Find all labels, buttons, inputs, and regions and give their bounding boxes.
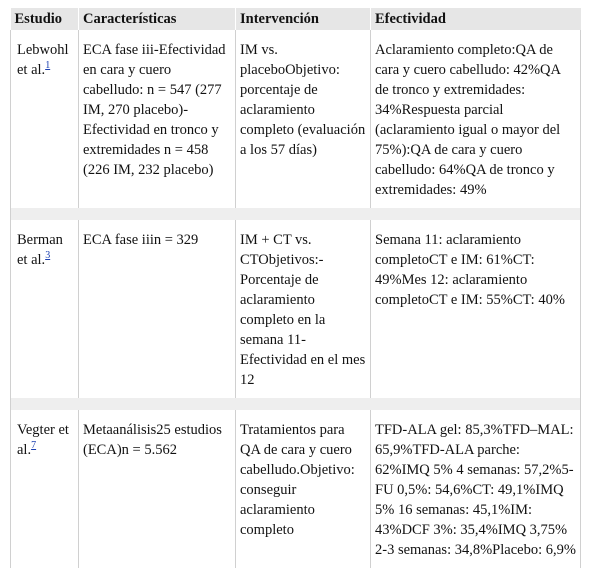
row-separator [11,398,581,410]
study-name: Berman et al. [17,232,63,268]
characteristics-cell: Metaanálisis25 estudios (ECA)n = 5.562 [79,410,236,568]
study-cell [11,30,79,208]
effectiveness-cell: Aclaramiento completo:QA de cara y cuero cabelludo: 42%QA de tronco y extremidades: 34%Respuesta parcial (aclaramiento igual o mayor del 75%):QA de cara y cuero cabelludo: 64%QA de tronco y extremidades: 49% [371,30,581,208]
table-header-row [11,8,581,30]
study-name: Lebwohl et al. [17,42,69,78]
intervention-cell: Tratamientos para QA de cara y cuero cabelludo.Objetivo: conseguir aclaramiento completo [236,410,371,568]
study-cell [11,410,79,568]
table-row [11,220,581,398]
header-caracteristicas: Características [79,8,236,30]
header-efectividad: Efectividad [371,8,581,30]
study-cell [11,220,79,398]
effectiveness-cell: TFD-ALA gel: 85,3%TFD–MAL: 65,9%TFD-ALA parche: 62%IMQ 5% 4 semanas: 57,2%5-FU 0,5%: 54,6%CT: 49,1%IMQ 5% 16 semanas: 45,1%IM: 43%DCF 3%: 35,4%IMQ 3,75% 2-3 semanas: 34,8%Placebo: 6,9% [371,410,581,568]
reference-link[interactable]: 3 [45,250,51,262]
intervention-cell: IM + CT vs. CTObjetivos:-Porcentaje de aclaramiento completo en la semana 11-Efectividad en el mes 12 [236,220,371,398]
characteristics-cell: ECA fase iii-Efectividad en cara y cuero cabelludo: n = 547 (277 IM, 270 placebo)-Efectividad en tronco y extremidades n = 458 (226 IM, 232 placebo) [79,30,236,208]
header-estudio: Estudio [11,8,79,30]
header-intervencion: Intervención [236,8,371,30]
characteristics-cell: ECA fase iiin = 329 [79,220,236,398]
row-separator [11,208,581,220]
reference-link[interactable]: 7 [31,440,37,452]
intervention-cell: IM vs. placeboObjetivo: porcentaje de aclaramiento completo (evaluación a los 57 días) [236,30,371,208]
reference-link[interactable]: 1 [45,60,51,72]
study-name: Vegter et al. [17,422,69,458]
studies-table [10,8,581,568]
table-row [11,410,581,568]
table-row [11,30,581,208]
effectiveness-cell: Semana 11: aclaramiento completoCT e IM: 61%CT: 49%Mes 12: aclaramiento completoCT e IM: 55%CT: 40% [371,220,581,398]
